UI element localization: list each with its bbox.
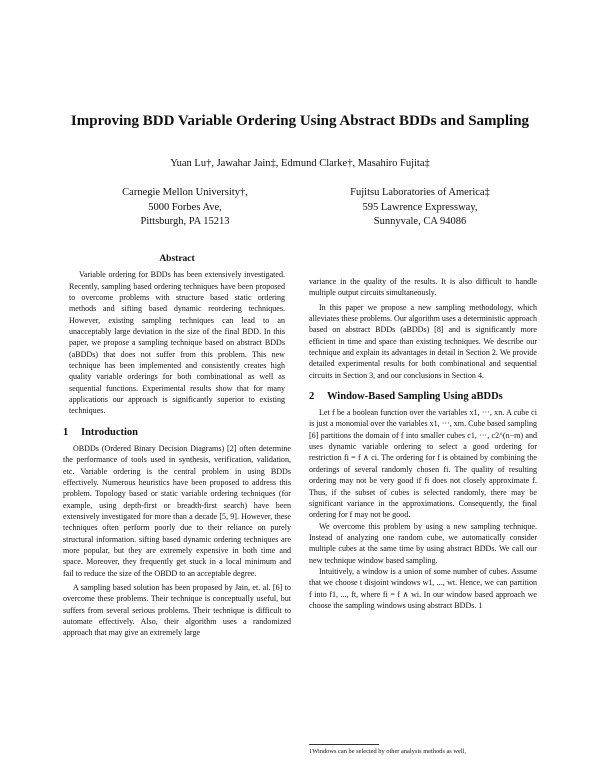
section-heading-window-sampling: [309, 390, 537, 403]
affiliation-line: Fujitsu Laboratories of America‡: [350, 187, 490, 198]
abstract-heading: Abstract: [159, 254, 195, 264]
affiliation-line: Pittsburgh, PA 15213: [140, 216, 230, 227]
section-title: Window-Based Sampling Using aBDDs: [327, 391, 503, 403]
paragraph: In this paper we propose a new sampling methodology, which alleviates these problems. Our algorithm uses a deterministic approach based on abstract BDDs (aBDDs) [8] and is significantly more efficient in time and space than existing techniques. We describe our technique and explain its advantages in detail in Section 2. We provide detailed experimental results for both combinational and sequential circuits in Section 3, and our conclusions in Section 4.: [309, 302, 537, 380]
right-column: [309, 276, 537, 611]
paragraph: OBDDs (Ordered Binary Decision Diagrams) [2] often determine the performance of tools used in synthesis, verification, validation, etc. Variable ordering is the central problem in using BDDs effectively. Numerous heuristics have been proposed to address this problem. Topology based or static variable ordering techniques (for example, using depth-first or breadth-first search) have been extensively investigated for more than a decade [5, 9]. However, these techniques often perform poorly due to their reliance on purely structural information. sifting based dynamic ordering techniques are more popular, but they are extremely expensive in both time and space. Moreover, they frequently get stuck in a local minimum and fail to reduce the size of the OBDD to an acceptable degree.: [63, 443, 291, 578]
section-number: 2: [309, 391, 315, 403]
author-list: Yuan Lu†, Jawahar Jain‡, Edmund Clarke†, Masahiro Fujita‡: [170, 158, 430, 169]
affiliation-line: 5000 Forbes Ave,: [148, 201, 222, 213]
affiliation-right: [320, 186, 520, 230]
paragraph: Intuitively, a window is a union of some number of cubes. Assume that we choose t disjoint windows w1, ..., wt. Hence, we can partition f into f1, ..., ft, where fi = f ∧ wi. In our window based approach we choose the sampling windows using abstract BDDs. 1: [309, 566, 537, 610]
left-column: [63, 254, 291, 639]
affiliation-line: Sunnyvale, CA 94086: [373, 216, 467, 227]
paragraph: A sampling based solution has been proposed by Jain, et. al. [6] to overcome these problems. Their technique is conceptually useful, but suffers from several serious problems. Their technique is difficult to automate effectively. Also, their algorithm uses a randomized approach that may give an extremely large: [63, 582, 291, 638]
affiliation-line: 595 Lawrence Expressway,: [362, 201, 478, 213]
footnote-rule: [309, 744, 379, 745]
paragraph: We overcome this problem by using a new sampling technique. Instead of analyzing one random cube, we automatically consider multiple cubes at the same time by using abstract BDDs. We call our new technique window based sampling.: [309, 521, 537, 565]
abstract-body: [63, 269, 291, 416]
footnote: 1Windows can be selected by other analysis methods as well,: [309, 748, 466, 755]
paper-title: Improving BDD Variable Ordering Using Abstract BDDs and Sampling: [70, 113, 530, 129]
abstract-text: Variable ordering for BDDs has been extensively investigated. Recently, sampling based ordering techniques have been proposed to overcome problems with structure based static ordering methods and sifting based dynamic reordering techniques. However, existing sampling techniques can lead to an unacceptably large deviation in the size of the final BDD. In this paper, we propose a sampling technique based on abstract BDDs (aBDDs) that does not suffer from this problem. This new technique has been implemented and consistently creates high quality variable orderings for both combinational as well as sequential functions. Experimental results show that for many applications our approach is significantly superior to existing techniques.: [69, 270, 285, 416]
section-title: Introduction: [81, 426, 138, 438]
paragraph: Let f be a boolean function over the variables x1, ···, xn. A cube ci is just a monomial over the variables x1, ···, xm. Cube based sampling [6] partitions the domain of f into smaller cubes c1, ···, c2^(n−m) and uses dynamic variable ordering to select a good ordering for restriction fi = f ∧ ci. The ordering for f is obtained by combining the orderings of several randomly chosen fi. The quality of resulting ordering may not be very good if fi does not closely approximate f. Thus, if the subset of cubes is selected randomly, there may be significant variance in the approximations. Consequently, the final ordering for f may not be good.: [309, 408, 537, 520]
affiliation-left: [85, 186, 285, 230]
affiliation-line: Carnegie Mellon University†,: [122, 187, 248, 198]
paragraph: variance in the quality of the results. It is also difficult to handle multiple output circuits simultaneously.: [309, 277, 537, 298]
section-heading-introduction: [63, 426, 291, 439]
section-number: 1: [63, 426, 69, 438]
